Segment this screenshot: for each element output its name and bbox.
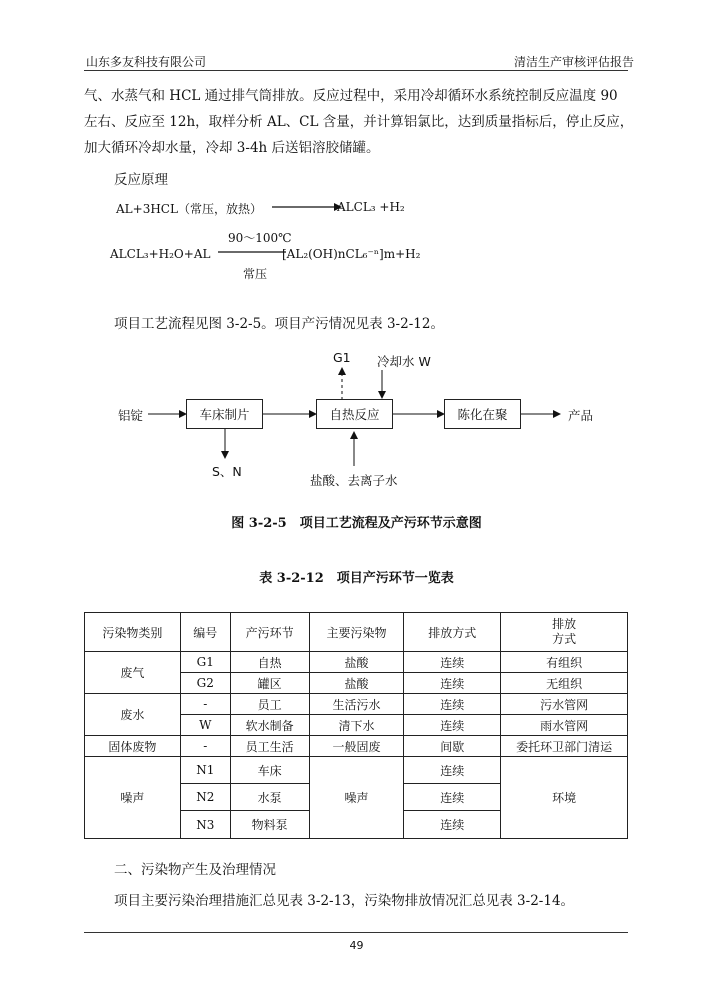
equation-2-products: [AL₂(OH)nCL₆⁻ⁿ]m+H₂ [282, 247, 421, 261]
cell-pollutant: 盐酸 [309, 673, 404, 694]
flow-reference-text: 项目工艺流程见图 3-2-5。项目产污情况见表 3-2-12。 [114, 316, 444, 332]
flow-emission-sn: S、N [212, 464, 242, 479]
flow-input-acid-water: 盐酸、去离子水 [310, 473, 398, 488]
header-report-title: 清洁生产审核评估报告 [514, 55, 635, 69]
section-2-title: 二、污染物产生及治理情况 [114, 862, 276, 878]
footer-rule [84, 932, 628, 933]
cell-method: 有组织 [501, 652, 628, 673]
cell-pollutant: 一般固废 [309, 736, 404, 757]
header-company: 山东多友科技有限公司 [86, 55, 207, 69]
table-row [85, 652, 628, 673]
cell-source: 软水制备 [230, 715, 309, 736]
header-discharge-mode: 排放方式 [404, 613, 501, 652]
cell-mode: 连续 [404, 757, 501, 784]
flow-input-aluminum-ingot: 铝锭 [118, 408, 144, 423]
cell-code: N3 [180, 811, 230, 839]
cell-noise-pollutant: 噪声 [309, 757, 404, 839]
cell-mode: 连续 [404, 694, 501, 715]
body-line-3: 加大循环冷却水量，冷却 3-4h 后送铝溶胶储罐。 [84, 140, 380, 156]
cell-mode: 连续 [404, 673, 501, 694]
flow-output-product: 产品 [568, 408, 594, 423]
table-header-row [85, 613, 628, 652]
body-line-1: 气、水蒸气和 HCL 通过排气筒排放。反应过程中，采用冷却循环水系统控制反应温度 90 [84, 88, 618, 104]
cell-source: 员工生活 [230, 736, 309, 757]
cell-code: G2 [180, 673, 230, 694]
cell-method: 污水管网 [501, 694, 628, 715]
table-caption: 表 3-2-12 项目产污环节一览表 [259, 571, 454, 586]
cell-source: 罐区 [230, 673, 309, 694]
table-row [85, 694, 628, 715]
cell-mode: 连续 [404, 784, 501, 811]
header-code: 编号 [180, 613, 230, 652]
cell-method: 无组织 [501, 673, 628, 694]
equation-1-reactants: AL+3HCL（常压，放热） [116, 202, 262, 216]
cell-noise-destination: 环境 [501, 757, 628, 839]
cell-category-water: 废水 [85, 694, 181, 736]
cell-source: 车床 [230, 757, 309, 784]
cell-code: - [180, 694, 230, 715]
cell-source: 水泵 [230, 784, 309, 811]
section-2-text: 项目主要污染治理措施汇总见表 3-2-13，污染物排放情况汇总见表 3-2-14。 [114, 893, 575, 909]
header-pollutant: 主要污染物 [309, 613, 404, 652]
equation-2-condition-pressure: 常压 [243, 267, 268, 281]
cell-mode: 连续 [404, 811, 501, 839]
header-category: 污染物类别 [85, 613, 181, 652]
flow-step-self-heating-reaction: 自热反应 [316, 399, 393, 429]
cell-category-noise: 噪声 [85, 757, 181, 839]
cell-mode: 连续 [404, 715, 501, 736]
cell-code: N1 [180, 757, 230, 784]
equation-2-line [218, 248, 288, 256]
flow-emission-g1: G1 [333, 350, 351, 365]
cell-source: 物料泵 [230, 811, 309, 839]
cell-method: 委托环卫部门清运 [501, 736, 628, 757]
cell-code: W [180, 715, 230, 736]
page-number: 49 [349, 939, 364, 952]
equation-1-products: ALCL₃ +H₂ [337, 200, 405, 214]
header-discharge-method: 排放 方式 [501, 613, 628, 652]
equation-2-condition-temp: 90～100℃ [228, 231, 292, 245]
header-source: 产污环节 [230, 613, 309, 652]
flow-input-cooling-water: 冷却水 W [377, 354, 431, 369]
header-rule [84, 70, 628, 71]
pollution-table [84, 612, 628, 839]
equation-1-arrow [272, 201, 342, 213]
table-row [85, 736, 628, 757]
cell-pollutant: 生活污水 [309, 694, 404, 715]
cell-source: 员工 [230, 694, 309, 715]
cell-code: - [180, 736, 230, 757]
figure-caption: 图 3-2-5 项目工艺流程及产污环节示意图 [231, 516, 482, 531]
cell-mode: 间歇 [404, 736, 501, 757]
cell-source: 自热 [230, 652, 309, 673]
cell-code: G1 [180, 652, 230, 673]
cell-category-solid: 固体废物 [85, 736, 181, 757]
reaction-principle-title: 反应原理 [114, 172, 168, 188]
cell-code: N2 [180, 784, 230, 811]
flow-step-lathe-slicing: 车床制片 [186, 399, 263, 429]
cell-pollutant: 清下水 [309, 715, 404, 736]
table-row [85, 757, 628, 784]
cell-pollutant: 盐酸 [309, 652, 404, 673]
cell-category-gas: 废气 [85, 652, 181, 694]
cell-method: 雨水管网 [501, 715, 628, 736]
equation-2-reactants: ALCL₃+H₂O+AL [110, 247, 211, 261]
flow-step-aging-polymerization: 陈化在聚 [444, 399, 521, 429]
cell-mode: 连续 [404, 652, 501, 673]
body-line-2: 左右、反应至 12h，取样分析 AL、CL 含量，并计算铝氯比，达到质量指标后，停止反应， [84, 114, 634, 130]
